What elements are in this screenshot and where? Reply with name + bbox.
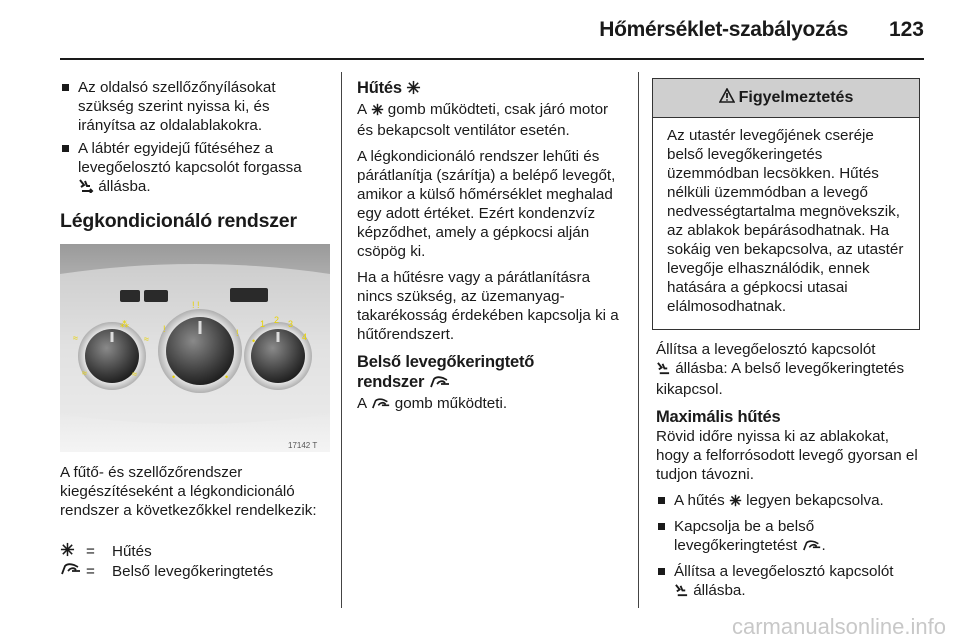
- svg-text:!: !: [236, 328, 239, 338]
- bullet-square: [62, 84, 69, 91]
- control-panel-figure: [60, 244, 330, 452]
- svg-text:4: 4: [302, 332, 308, 342]
- svg-text:3: 3: [288, 319, 294, 329]
- svg-text:•: •: [225, 372, 229, 382]
- recirculation-icon: [371, 396, 391, 415]
- heading-max-cooling: Maximális hűtés: [656, 408, 781, 426]
- warning-text: Az utastér levegőjének cseréje belső levegőkeringetés üzemmódban lecsökken. Hűtés nélküli üzemmódban a levegő nedvességtartalma megnövekszik, az ablakok bepárásodhatnak. Ha sokáig ven bekapcsolva, az utastér levegője elhasználódik, ennek hatására a gépkocsi utasai elálmosodhatnak.: [667, 127, 904, 315]
- snowflake-icon: [406, 80, 421, 100]
- list-item: A hűtés legyen bekapcsolva.: [656, 491, 926, 512]
- svg-text:! !: ! !: [192, 300, 200, 310]
- heading-recirculation: Belső levegőkeringtető rendszer: [357, 352, 627, 394]
- recirculation-icon: [60, 562, 86, 581]
- column-1: [60, 78, 330, 198]
- heading-cooling: Hűtés: [357, 78, 627, 100]
- snowflake-icon: [729, 493, 742, 512]
- legend-row: = Hűtés: [60, 542, 330, 562]
- list-item: Kapcsolja be a belső levegőkeringtetést .: [656, 517, 926, 557]
- svg-text:≈: ≈: [144, 334, 149, 344]
- svg-text:≈: ≈: [73, 333, 78, 343]
- recirculation-icon: [802, 538, 822, 557]
- svg-text:2: 2: [274, 315, 280, 325]
- legend-row: = Belső levegőkeringtetés: [60, 562, 330, 581]
- bullet-square: [658, 568, 665, 575]
- svg-text:≈: ≈: [82, 368, 87, 378]
- snowflake-icon: [371, 102, 384, 121]
- warning-box: [652, 78, 920, 330]
- page-number: 123: [888, 18, 924, 41]
- page-title: Hőmérséklet-szabályozás: [599, 18, 848, 41]
- paragraph: Rövid időre nyissa ki az ablakokat, hogy a felforrósodott levegő gyorsan el tudjon távozni.: [656, 428, 918, 483]
- section-heading: Légkondicionáló rendszer: [60, 210, 297, 232]
- list-item: Az oldalsó szellőzőnyílásokat szükség szerint nyissa ki, és irányítsa az oldalablakokra.: [60, 78, 330, 135]
- bullet-square: [658, 523, 665, 530]
- svg-text:•: •: [252, 336, 256, 346]
- column-3: [656, 340, 926, 602]
- bullet-square: [658, 497, 665, 504]
- list-item: Állítsa a levegőelosztó kapcsolót állásba.: [656, 562, 926, 602]
- paragraph: Ha a hűtésre vagy a párátlanításra nincs szükség, az üzemanyag-takarékosság érdekében kapcsolja ki a hűtőrendszert.: [357, 269, 619, 343]
- column-2: [357, 78, 627, 422]
- svg-text:≈: ≈: [132, 369, 137, 379]
- svg-text:⁂: ⁂: [120, 319, 129, 329]
- svg-text:1: 1: [260, 319, 266, 329]
- legend: [60, 542, 330, 581]
- watermark: carmanualsonline.info: [731, 614, 946, 639]
- svg-text:•: •: [172, 372, 176, 382]
- paragraph: A gomb működteti.: [357, 394, 627, 415]
- warning-triangle-icon: [719, 88, 735, 108]
- column-divider: [638, 72, 639, 608]
- recirculation-icon: [429, 374, 451, 394]
- warning-header: Figyelmeztetés: [653, 79, 919, 118]
- footwell-airflow-icon: [78, 178, 94, 198]
- snowflake-icon: [60, 542, 86, 562]
- paragraph: Állítsa a levegőelosztó kapcsolót állásba: A belső levegőkeringtetés kikapcsol.: [656, 341, 905, 398]
- footwell-airflow-icon: [674, 583, 689, 602]
- svg-text:!: !: [163, 324, 166, 334]
- column-divider: [341, 72, 342, 608]
- footwell-airflow-icon: [656, 361, 671, 380]
- paragraph: A gomb működteti, csak járó motor és bekapcsolt ventilátor esetén.: [357, 101, 609, 139]
- list-item: A lábtér egyidejű fűtéséhez a levegőelosztó kapcsolót forgassa állásba.: [60, 139, 330, 198]
- svg-text:17142 T: 17142 T: [288, 441, 318, 450]
- bullet-square: [62, 145, 69, 152]
- header-rule: [60, 58, 924, 60]
- paragraph: A légkondicionáló rendszer lehűti és párátlanítja (szárítja) a belépő levegőt, amikor a külső hőmérséklet meghalad egy adott értéket. Ezért kondenzvíz képződhet, amely a gépkocsi alján csöpög ki.: [357, 148, 616, 260]
- figure-caption: A fűtő- és szellőzőrendszer kiegészítéseként a légkondicionáló rendszer a következőkkel rendelkezik:: [60, 464, 317, 519]
